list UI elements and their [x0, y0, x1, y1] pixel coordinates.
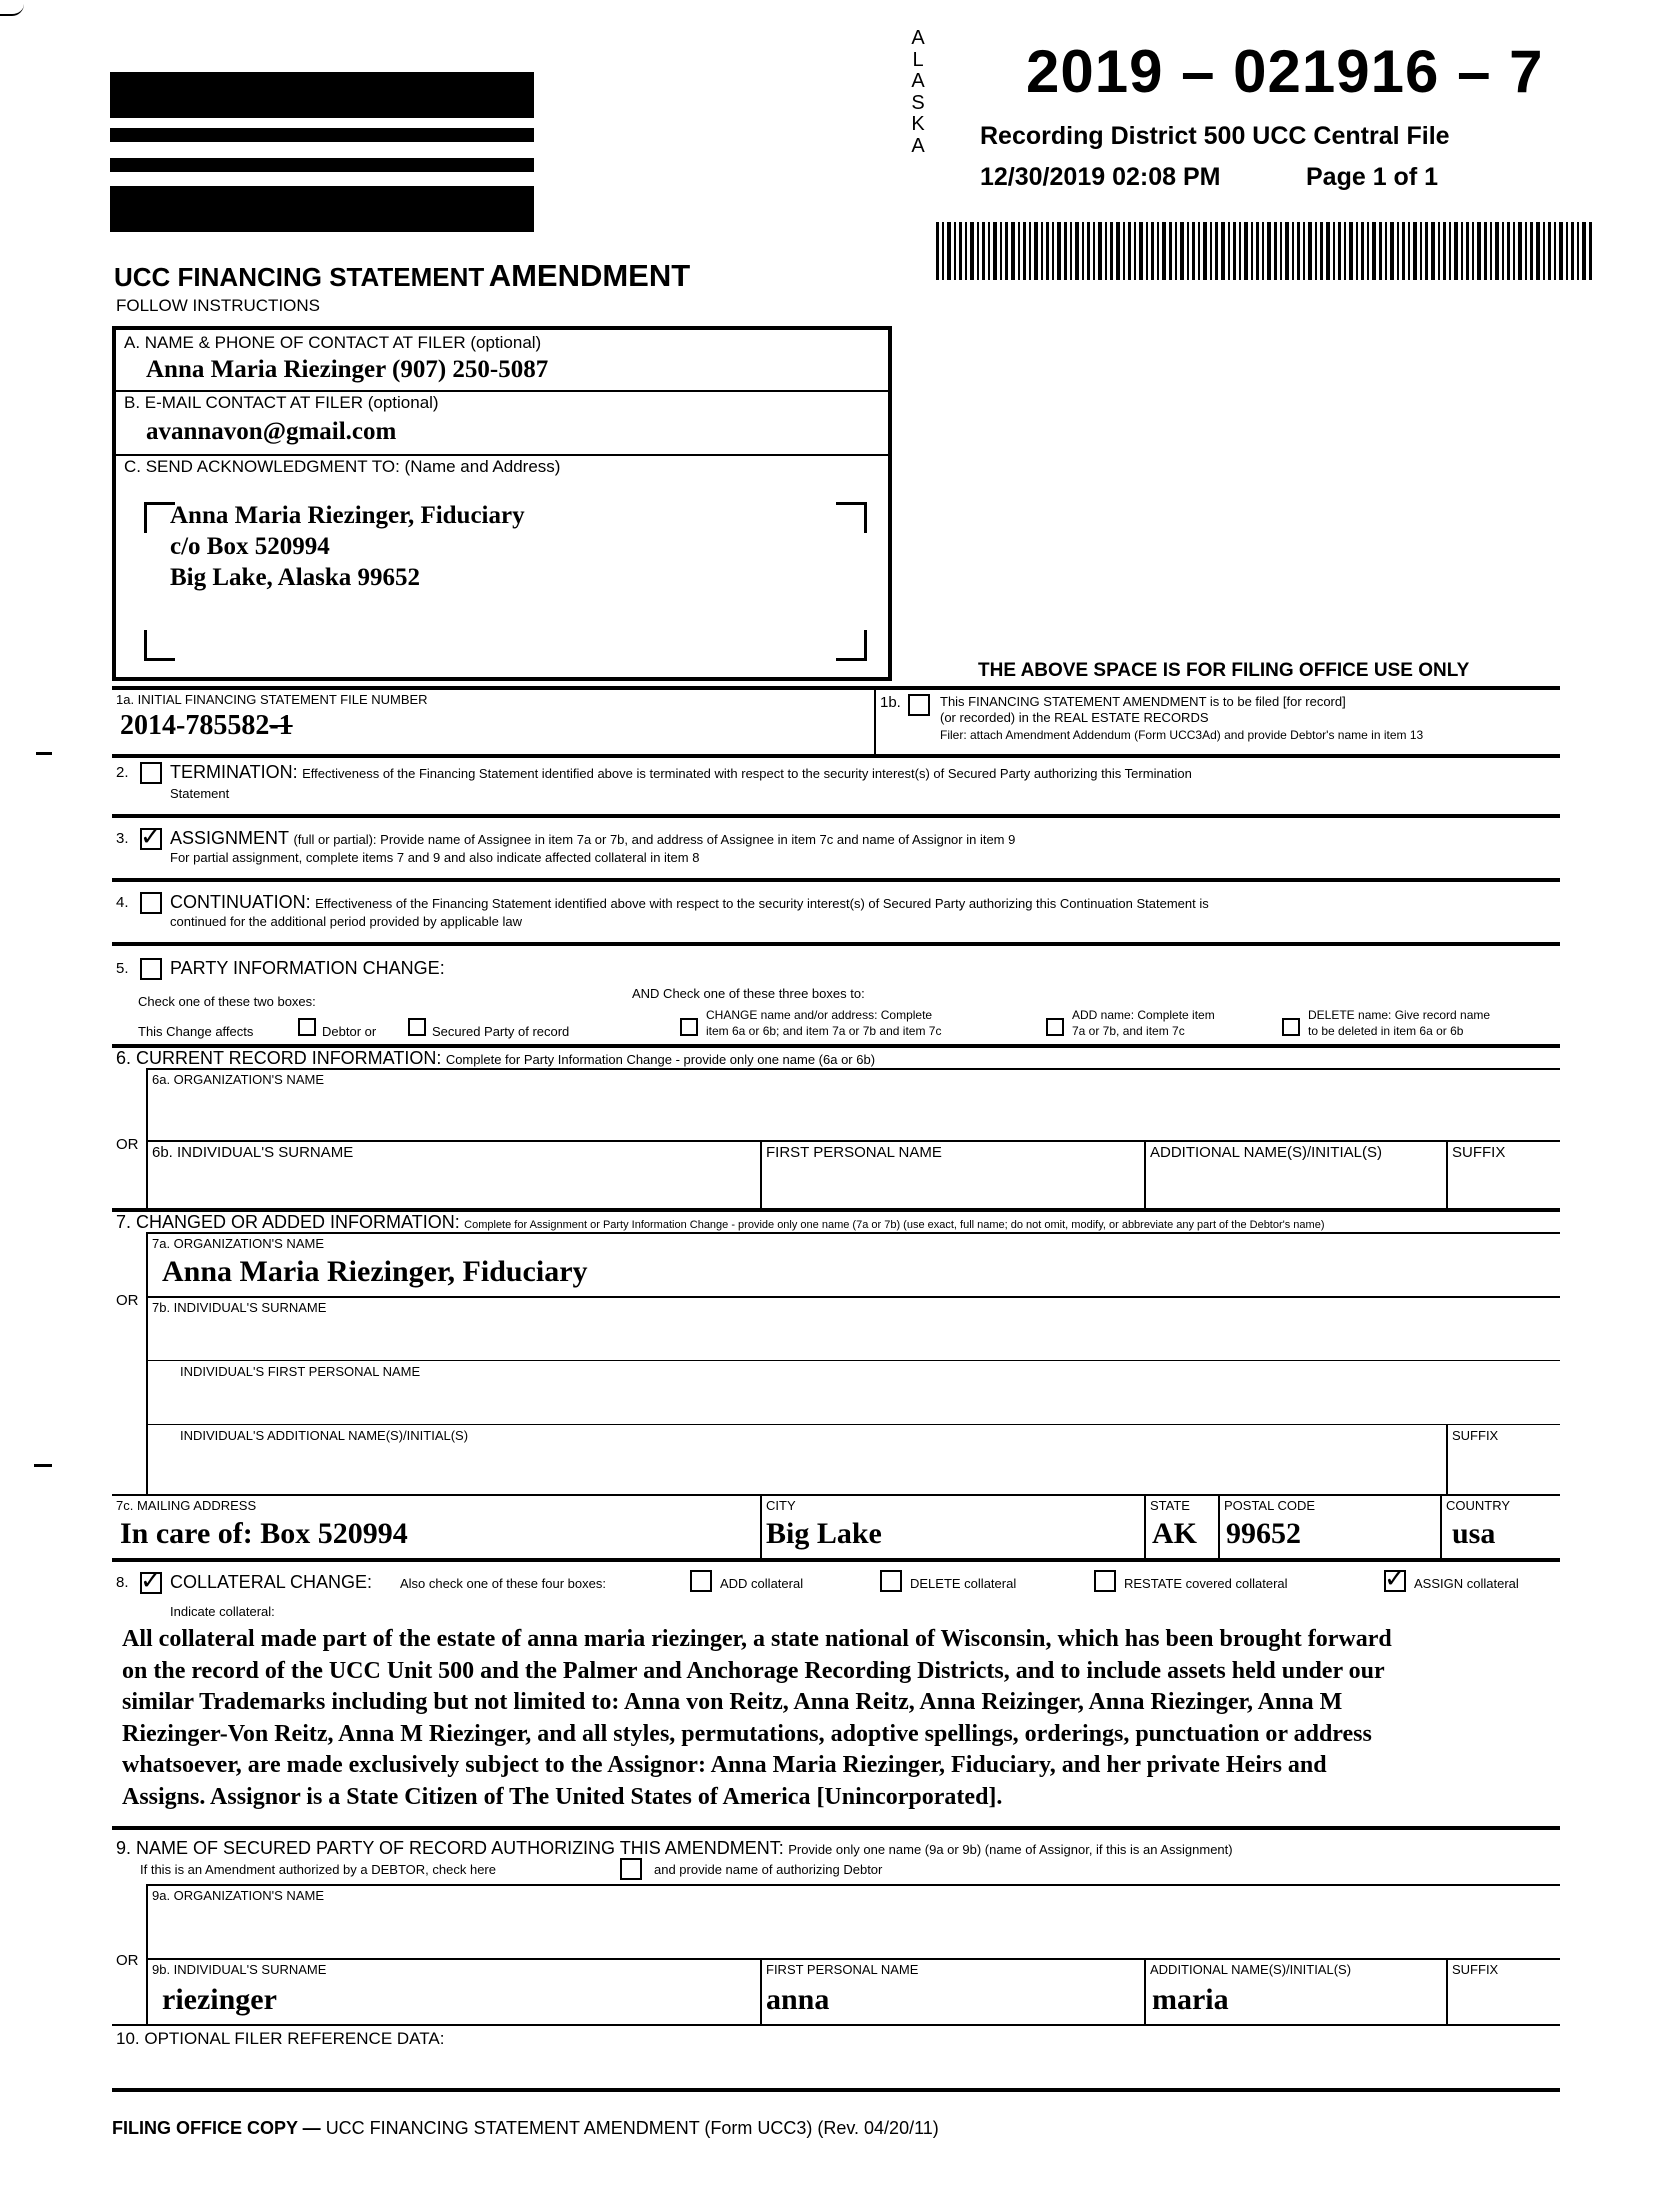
redacted-block: [110, 158, 534, 172]
assign-collateral-label: ASSIGN collateral: [1414, 1576, 1519, 1591]
item-9-suffix-label: SUFFIX: [1452, 1962, 1499, 1977]
item-4-num: 4.: [116, 894, 129, 911]
margin-mark: [34, 1464, 52, 1467]
divider: [146, 1360, 1560, 1361]
item-6-suffix-label: SUFFIX: [1452, 1144, 1506, 1161]
item-2-line-1: [170, 762, 1192, 783]
divider: [146, 1884, 148, 2024]
debtor-option: Debtor or: [322, 1024, 377, 1039]
bracket-bottom-left: [144, 630, 175, 661]
form-title-main: UCC FINANCING STATEMENT: [114, 262, 485, 292]
item-2-num: 2.: [116, 764, 129, 781]
collateral-line: on the record of the UCC Unit 500 and the Palmer and Anchorage Recording Districts, and to include assets held under our: [122, 1657, 1385, 1684]
item-3-line-2: For partial assignment, complete items 7 and 9 and also indicate affected collateral in item 8: [170, 850, 700, 865]
item-3-num: 3.: [116, 830, 129, 847]
divider: [146, 1232, 1560, 1234]
change-name-checkbox[interactable]: [680, 1018, 698, 1036]
form-title: [114, 258, 690, 294]
secured-party-note: Provide only one name (9a or 9b) (name of Assignor, if this is an Assignment): [788, 1842, 1233, 1857]
item-1b-num: 1b.: [880, 694, 901, 711]
item-7-additional-label: INDIVIDUAL'S ADDITIONAL NAME(S)/INITIAL(S): [180, 1428, 469, 1443]
divider: [760, 1494, 762, 1558]
item-9-first-value: anna: [766, 1983, 830, 2016]
or-label: OR: [116, 1136, 139, 1153]
acknowledgment-name: Anna Maria Riezinger, Fiduciary: [170, 502, 525, 529]
assignment-title: ASSIGNMENT: [170, 828, 290, 848]
item-8-num: 8.: [116, 1574, 129, 1591]
country-label: COUNTRY: [1446, 1498, 1511, 1513]
item-7-first-label: INDIVIDUAL'S FIRST PERSONAL NAME: [180, 1364, 421, 1379]
divider: [760, 1958, 762, 2024]
item-7a-label: 7a. ORGANIZATION'S NAME: [152, 1236, 324, 1251]
add-name-text-2: 7a or 7b, and item 7c: [1072, 1024, 1185, 1038]
divider: [112, 686, 1560, 690]
delete-collateral-label: DELETE collateral: [910, 1576, 1017, 1591]
item-7b-label: 7b. INDIVIDUAL'S SURNAME: [152, 1300, 327, 1315]
scan-corner-mark: [0, 0, 24, 16]
add-name-checkbox[interactable]: [1046, 1018, 1064, 1036]
item-1a-label: 1a. INITIAL FINANCING STATEMENT FILE NUMBER: [116, 692, 428, 707]
divider: [112, 1558, 1560, 1562]
recording-timestamp: 12/30/2019 02:08 PM: [980, 163, 1221, 191]
country-value: usa: [1452, 1517, 1496, 1550]
divider: [1446, 1140, 1448, 1208]
current-record-title: 6. CURRENT RECORD INFORMATION:: [116, 1048, 442, 1068]
filer-contact-label: A. NAME & PHONE OF CONTACT AT FILER (optional): [124, 333, 542, 352]
change-name-text-1: CHANGE name and/or address: Complete: [706, 1008, 933, 1022]
bracket-top-right: [836, 502, 867, 533]
divider: [146, 1958, 1560, 1960]
change-name-text-2: item 6a or 6b; and item 7a or 7b and item 7c: [706, 1024, 942, 1038]
item-6b-label: 6b. INDIVIDUAL'S SURNAME: [152, 1144, 354, 1161]
collateral-line: All collateral made part of the estate of anna maria riezinger, a state national of Wisconsin, which has been brought forward: [122, 1626, 1392, 1652]
current-record-note: Complete for Party Information Change - provide only one name (6a or 6b): [445, 1052, 876, 1067]
divider: [112, 754, 1560, 758]
collateral-line: whatsoever, are made exclusively subject to the Assignor: Anna Maria Riezinger, Fiduciary, and her private Heirs and: [122, 1752, 1327, 1778]
acknowledgment-address-2: Big Lake, Alaska 99652: [170, 564, 421, 591]
recording-file-number: 2019 – 021916 – 7: [1026, 38, 1544, 105]
redacted-block: [110, 72, 534, 118]
or-label: OR: [116, 1292, 139, 1309]
city-label: CITY: [766, 1498, 796, 1513]
item-7c-value: In care of: Box 520994: [120, 1517, 408, 1550]
item-9b-value: riezinger: [162, 1983, 277, 2016]
item-4-line-1: [170, 892, 1209, 913]
continuation-checkbox[interactable]: [140, 892, 162, 914]
divider: [112, 2024, 1560, 2026]
divider: [112, 1826, 1560, 1830]
divider: [146, 1068, 148, 1208]
delete-name-checkbox[interactable]: [1282, 1018, 1300, 1036]
divider: [146, 1068, 1560, 1070]
divider: [874, 690, 876, 754]
city-value: Big Lake: [766, 1517, 882, 1550]
termination-title: TERMINATION:: [170, 762, 298, 782]
secured-party-option: Secured Party of record: [432, 1024, 570, 1039]
collateral-line: Assigns. Assignor is a State Citizen of The United States of America [Unincorporated].: [122, 1783, 1003, 1810]
acknowledgment-label: C. SEND ACKNOWLEDGMENT TO: (Name and Address): [124, 457, 561, 476]
postal-code-value: 99652: [1226, 1517, 1301, 1550]
divider: [146, 1884, 1560, 1886]
debtor-authorized-note-2: and provide name of authorizing Debtor: [654, 1862, 883, 1877]
state-vertical-label: ALASKA: [911, 27, 925, 157]
filer-contact-value: Anna Maria Riezinger (907) 250-5087: [146, 356, 549, 383]
divider: [760, 1140, 762, 1208]
divider: [116, 454, 888, 456]
change-affects-label: This Change affects: [138, 1024, 254, 1039]
item-6-heading: [116, 1048, 875, 1069]
divider: [1440, 1494, 1442, 1558]
divider: [146, 1424, 1560, 1425]
restate-collateral-checkbox[interactable]: [1094, 1570, 1116, 1592]
state-label: STATE: [1150, 1498, 1190, 1513]
checkmark-icon: ✓: [140, 1566, 162, 1596]
collateral-line: Riezinger-Von Reitz, Anna M Riezinger, and all styles, permutations, adoptive spellings, orderings, punctuation or address: [122, 1720, 1372, 1747]
party-info-change-title: PARTY INFORMATION CHANGE:: [170, 958, 445, 978]
item-2-line-2: Statement: [170, 786, 230, 801]
divider: [1218, 1494, 1220, 1558]
continuation-title: CONTINUATION:: [170, 892, 311, 912]
indicate-collateral-label: Indicate collateral:: [170, 1604, 275, 1619]
state-value: AK: [1152, 1517, 1197, 1550]
footer-form-id: UCC FINANCING STATEMENT AMENDMENT (Form UCC3) (Rev. 04/20/11): [325, 2118, 939, 2138]
divider: [1144, 1140, 1146, 1208]
add-collateral-label: ADD collateral: [720, 1576, 804, 1591]
debtor-authorized-note: If this is an Amendment authorized by a DEBTOR, check here: [140, 1862, 496, 1877]
secured-party-checkbox[interactable]: [408, 1018, 426, 1036]
optional-reference-label: 10. OPTIONAL FILER REFERENCE DATA:: [116, 2029, 445, 2048]
add-collateral-checkbox[interactable]: [690, 1570, 712, 1592]
filing-office-use-label: THE ABOVE SPACE IS FOR FILING OFFICE USE ONLY: [978, 660, 1470, 681]
changed-info-title: 7. CHANGED OR ADDED INFORMATION:: [116, 1212, 460, 1232]
delete-collateral-checkbox[interactable]: [880, 1570, 902, 1592]
divider: [112, 942, 1560, 946]
termination-text: Effectiveness of the Financing Statement identified above is terminated with respect to the security interest(s) of Secured Party authorizing this Termination: [302, 766, 1192, 781]
secured-party-title: 9. NAME OF SECURED PARTY OF RECORD AUTHORIZING THIS AMENDMENT:: [116, 1838, 784, 1858]
item-9-additional-label: ADDITIONAL NAME(S)/INITIAL(S): [1150, 1962, 1352, 1977]
recording-district: Recording District 500 UCC Central File: [980, 122, 1450, 150]
acknowledgment-address-1: c/o Box 520994: [170, 533, 330, 560]
item-7a-value: Anna Maria Riezinger, Fiduciary: [162, 1255, 588, 1288]
assignment-text: (full or partial): Provide name of Assignee in item 7a or 7b, and address of Assignee in item 7c and name of Assignor in item 9: [293, 832, 1016, 847]
collateral-line: similar Trademarks including but not limited to: Anna von Reitz, Anna Reitz, Anna Reizinger, Anna Riezinger, Anna M: [122, 1689, 1343, 1715]
filer-email-label: B. E-MAIL CONTACT AT FILER (optional): [124, 393, 439, 412]
item-7c-label: 7c. MAILING ADDRESS: [116, 1498, 257, 1513]
divider: [1144, 1958, 1146, 2024]
collateral-also-check: Also check one of these four boxes:: [400, 1576, 606, 1591]
divider: [146, 1296, 1560, 1298]
item-1b-checkbox[interactable]: [908, 694, 930, 716]
termination-checkbox[interactable]: [140, 762, 162, 784]
divider: [146, 1140, 1560, 1142]
form-title-amendment: AMENDMENT: [488, 258, 691, 293]
item-6a-label: 6a. ORGANIZATION'S NAME: [152, 1072, 324, 1087]
debtor-checkbox[interactable]: [298, 1018, 316, 1036]
bracket-bottom-right: [836, 630, 867, 661]
checkmark-icon: ✓: [140, 822, 162, 852]
check-one-two: Check one of these two boxes:: [138, 994, 316, 1009]
and-check-three: AND Check one of these three boxes to:: [632, 986, 865, 1001]
divider: [1446, 1958, 1448, 2024]
party-info-change-checkbox[interactable]: [140, 958, 162, 980]
restate-collateral-label: RESTATE covered collateral: [1124, 1576, 1288, 1591]
delete-name-text-2: to be deleted in item 6a or 6b: [1308, 1024, 1464, 1038]
item-6-first-label: FIRST PERSONAL NAME: [766, 1144, 942, 1161]
add-name-text-1: ADD name: Complete item: [1072, 1008, 1215, 1022]
item-7-heading: [116, 1212, 1324, 1233]
barcode-image: [936, 222, 1596, 280]
redacted-block: [110, 186, 534, 232]
divider: [112, 814, 1560, 818]
item-1a-value: [120, 712, 293, 740]
item-9-additional-value: maria: [1152, 1983, 1229, 2016]
divider: [1446, 1424, 1448, 1496]
checkmark-icon: ✓: [1384, 1564, 1406, 1594]
collateral-change-title: COLLATERAL CHANGE:: [170, 1572, 373, 1592]
or-label: OR: [116, 1952, 139, 1969]
divider: [146, 1232, 148, 1496]
item-4-line-2: continued for the additional period provided by applicable law: [170, 914, 522, 929]
follow-instructions: FOLLOW INSTRUCTIONS: [116, 296, 321, 315]
divider: [112, 878, 1560, 882]
margin-mark: [36, 752, 52, 755]
item-9b-label: 9b. INDIVIDUAL'S SURNAME: [152, 1962, 327, 1977]
footer-copy-label: FILING OFFICE COPY —: [112, 2118, 326, 2138]
delete-name-text-1: DELETE name: Give record name: [1308, 1008, 1491, 1022]
divider: [116, 390, 888, 392]
item-9-first-label: FIRST PERSONAL NAME: [766, 1962, 919, 1977]
item-9-heading: [116, 1838, 1233, 1859]
item-7-suffix-label: SUFFIX: [1452, 1428, 1499, 1443]
filer-email-value: avannavon@gmail.com: [146, 418, 397, 445]
divider: [112, 2088, 1560, 2092]
redacted-block: [110, 128, 534, 142]
footer: [112, 2118, 939, 2139]
initial-file-number: 2014-785582: [120, 710, 270, 741]
item-9a-label: 9a. ORGANIZATION'S NAME: [152, 1888, 324, 1903]
postal-code-label: POSTAL CODE: [1224, 1498, 1316, 1513]
collateral-description: [122, 1624, 1392, 1813]
changed-info-note: Complete for Assignment or Party Information Change - provide only one name (7a or 7b) (use exact, full name; do not omit, modify, or abbreviate any part of the Debtor's name): [464, 1219, 1325, 1231]
item-1b-text-1: This FINANCING STATEMENT AMENDMENT is to be filed [for record]: [940, 694, 1346, 709]
divider: [1144, 1494, 1146, 1558]
item-1b-text-2: (or recorded) in the REAL ESTATE RECORDS: [940, 710, 1209, 725]
recording-page: Page 1 of 1: [1306, 163, 1438, 191]
item-3-line-1: [170, 828, 1015, 849]
divider: [112, 1494, 1560, 1496]
continuation-text: Effectiveness of the Financing Statement identified above with respect to the security interest(s) of Secured Party authorizing this Continuation Statement is: [315, 896, 1209, 911]
debtor-authorized-checkbox[interactable]: [620, 1858, 642, 1880]
struck-suffix: -1: [269, 710, 293, 741]
item-6-additional-label: ADDITIONAL NAME(S)/INITIAL(S): [1150, 1144, 1382, 1161]
item-5-num: 5.: [116, 960, 129, 977]
item-1b-text-3: Filer: attach Amendment Addendum (Form UCC3Ad) and provide Debtor's name in item 13: [940, 728, 1424, 742]
